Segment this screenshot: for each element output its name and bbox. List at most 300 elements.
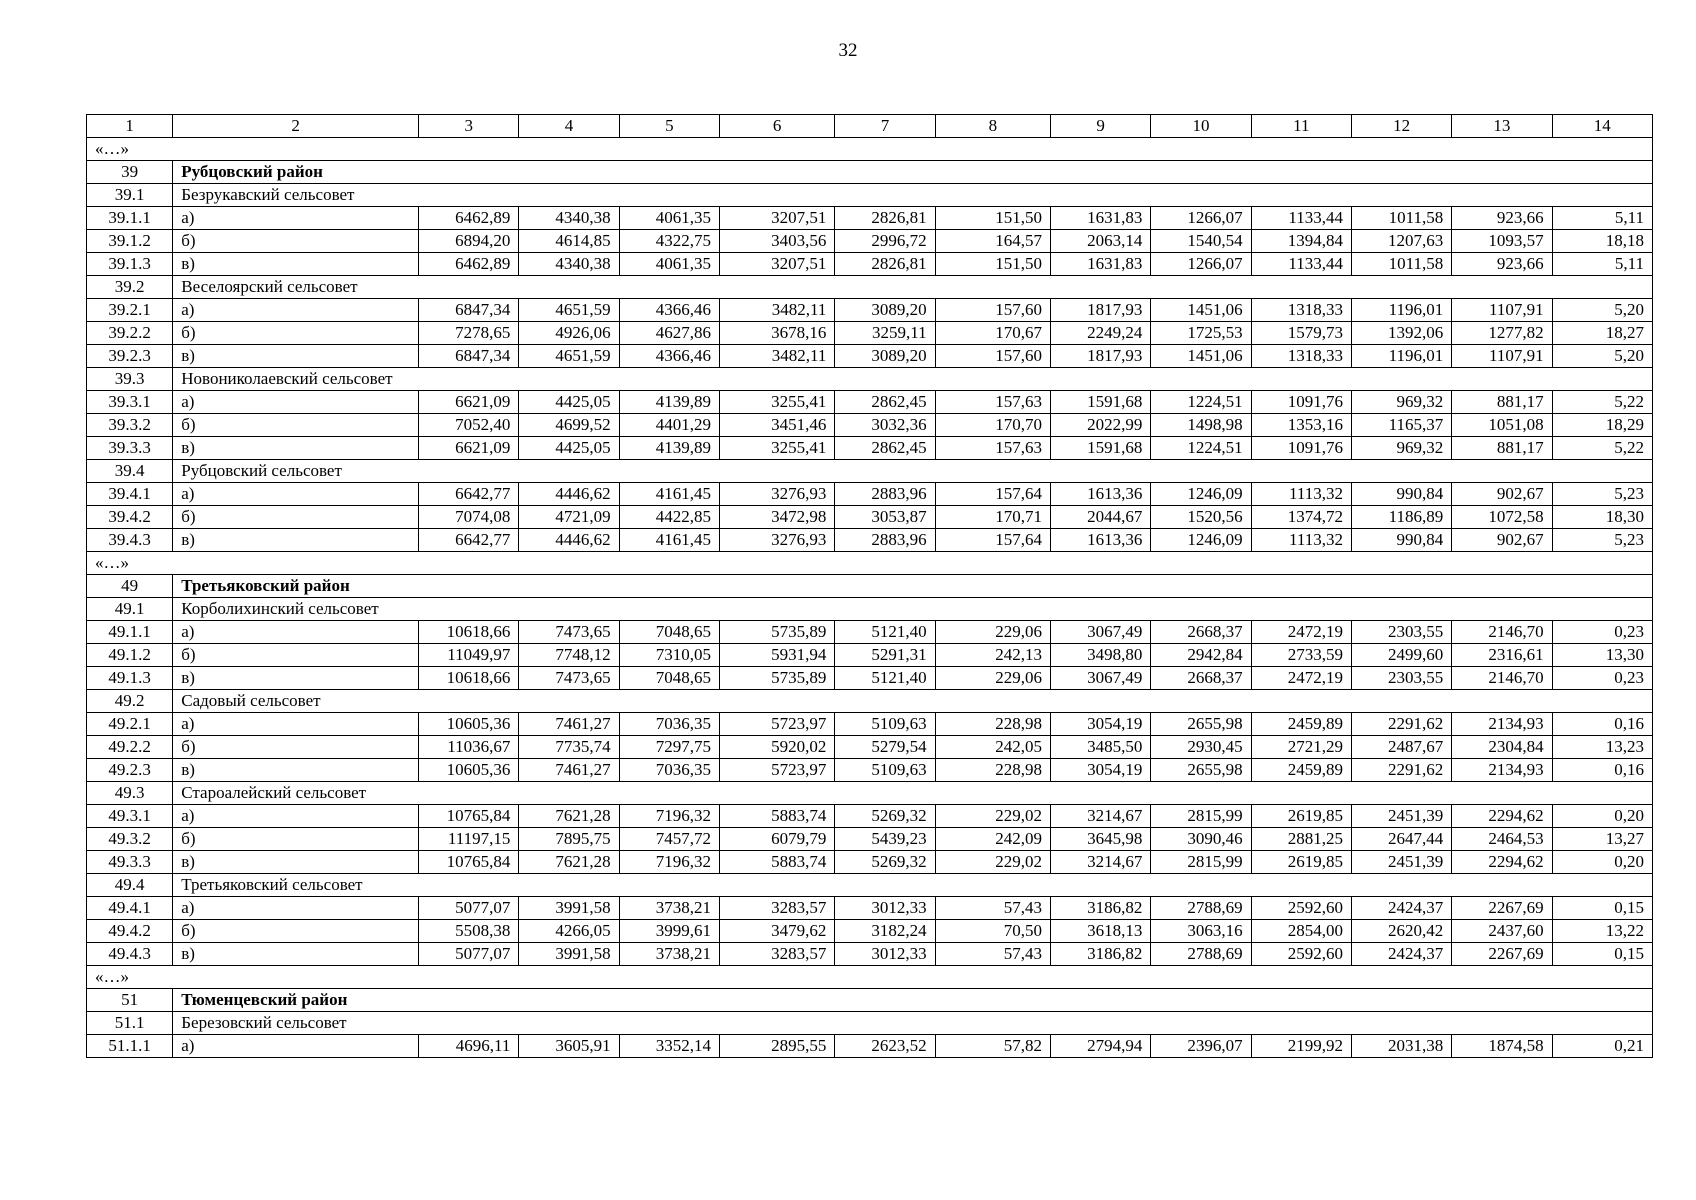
value-cell: 6847,34 — [419, 345, 519, 368]
row-index: 39.3.3 — [87, 437, 173, 460]
value-cell: 3012,33 — [835, 943, 935, 966]
value-cell: 1091,76 — [1251, 437, 1351, 460]
row-index: 49.2.2 — [87, 736, 173, 759]
value-cell: 0,16 — [1552, 713, 1652, 736]
value-cell: 6847,34 — [419, 299, 519, 322]
value-cell: 5883,74 — [719, 851, 834, 874]
value-cell: 5931,94 — [719, 644, 834, 667]
value-cell: 1817,93 — [1051, 299, 1151, 322]
table-row — [87, 943, 1653, 966]
value-cell: 4139,89 — [619, 391, 719, 414]
variant-label: в) — [173, 529, 419, 552]
value-cell: 7473,65 — [519, 667, 619, 690]
value-cell: 2487,67 — [1351, 736, 1451, 759]
value-cell: 2996,72 — [835, 230, 935, 253]
council-row — [87, 1012, 1653, 1035]
value-cell: 4926,06 — [519, 322, 619, 345]
value-cell: 0,20 — [1552, 851, 1652, 874]
value-cell: 3255,41 — [719, 391, 834, 414]
value-cell: 1113,32 — [1251, 483, 1351, 506]
value-cell: 5508,38 — [419, 920, 519, 943]
row-index: 39.3 — [87, 368, 173, 391]
value-cell: 5920,02 — [719, 736, 834, 759]
value-cell: 6621,09 — [419, 437, 519, 460]
value-cell: 990,84 — [1351, 529, 1451, 552]
value-cell: 5735,89 — [719, 667, 834, 690]
variant-label: а) — [173, 391, 419, 414]
value-cell: 7735,74 — [519, 736, 619, 759]
value-cell: 3186,82 — [1051, 943, 1151, 966]
value-cell: 1392,06 — [1351, 322, 1451, 345]
value-cell: 881,17 — [1452, 437, 1552, 460]
council-name: Березовский сельсовет — [173, 1012, 1653, 1035]
column-number: 10 — [1151, 115, 1251, 138]
value-cell: 2499,60 — [1351, 644, 1451, 667]
row-index: 39.4.3 — [87, 529, 173, 552]
value-cell: 1011,58 — [1351, 207, 1451, 230]
value-cell: 0,23 — [1552, 667, 1652, 690]
value-cell: 6642,77 — [419, 483, 519, 506]
value-cell: 1318,33 — [1251, 345, 1351, 368]
value-cell: 242,09 — [935, 828, 1050, 851]
value-cell: 3498,80 — [1051, 644, 1151, 667]
value-cell: 4651,59 — [519, 345, 619, 368]
value-cell: 18,30 — [1552, 506, 1652, 529]
value-cell: 5109,63 — [835, 759, 935, 782]
table-row — [87, 483, 1653, 506]
value-cell: 57,43 — [935, 897, 1050, 920]
value-cell: 3999,61 — [619, 920, 719, 943]
table-row — [87, 414, 1653, 437]
value-cell: 3352,14 — [619, 1035, 719, 1058]
value-cell: 18,27 — [1552, 322, 1652, 345]
district-name: Рубцовский район — [173, 161, 1653, 184]
council-name: Веселоярский сельсовет — [173, 276, 1653, 299]
value-cell: 2424,37 — [1351, 897, 1451, 920]
value-cell: 1353,16 — [1251, 414, 1351, 437]
value-cell: 7621,28 — [519, 851, 619, 874]
value-cell: 4340,38 — [519, 207, 619, 230]
value-cell: 2881,25 — [1251, 828, 1351, 851]
value-cell: 4366,46 — [619, 345, 719, 368]
value-cell: 3186,82 — [1051, 897, 1151, 920]
variant-label: в) — [173, 943, 419, 966]
value-cell: 1498,98 — [1151, 414, 1251, 437]
value-cell: 5723,97 — [719, 713, 834, 736]
value-cell: 1579,73 — [1251, 322, 1351, 345]
value-cell: 3605,91 — [519, 1035, 619, 1058]
value-cell: 1374,72 — [1251, 506, 1351, 529]
value-cell: 2022,99 — [1051, 414, 1151, 437]
value-cell: 7895,75 — [519, 828, 619, 851]
variant-label: б) — [173, 828, 419, 851]
omission-mark: «…» — [87, 552, 1653, 575]
value-cell: 3214,67 — [1051, 805, 1151, 828]
value-cell: 2862,45 — [835, 437, 935, 460]
table-row — [87, 391, 1653, 414]
value-cell: 2146,70 — [1452, 621, 1552, 644]
column-number: 12 — [1351, 115, 1451, 138]
value-cell: 6462,89 — [419, 253, 519, 276]
table-row — [87, 644, 1653, 667]
value-cell: 2788,69 — [1151, 943, 1251, 966]
row-index: 49.3 — [87, 782, 173, 805]
value-cell: 2459,89 — [1251, 713, 1351, 736]
value-cell: 18,18 — [1552, 230, 1652, 253]
value-cell: 2267,69 — [1452, 897, 1552, 920]
value-cell: 1186,89 — [1351, 506, 1451, 529]
value-cell: 0,20 — [1552, 805, 1652, 828]
value-cell: 3283,57 — [719, 943, 834, 966]
value-cell: 4161,45 — [619, 483, 719, 506]
value-cell: 1246,09 — [1151, 529, 1251, 552]
council-row — [87, 690, 1653, 713]
value-cell: 5,20 — [1552, 345, 1652, 368]
value-cell: 10605,36 — [419, 759, 519, 782]
value-cell: 1631,83 — [1051, 207, 1151, 230]
row-index: 39 — [87, 161, 173, 184]
value-cell: 4061,35 — [619, 207, 719, 230]
value-cell: 1207,63 — [1351, 230, 1451, 253]
column-number: 2 — [173, 115, 419, 138]
value-cell: 7036,35 — [619, 713, 719, 736]
value-cell: 3618,13 — [1051, 920, 1151, 943]
value-cell: 1133,44 — [1251, 207, 1351, 230]
district-name: Третьяковский район — [173, 575, 1653, 598]
value-cell: 1540,54 — [1151, 230, 1251, 253]
row-index: 49.3.3 — [87, 851, 173, 874]
value-cell: 4322,75 — [619, 230, 719, 253]
column-number: 9 — [1051, 115, 1151, 138]
value-cell: 7461,27 — [519, 713, 619, 736]
council-row — [87, 598, 1653, 621]
value-cell: 1113,32 — [1251, 529, 1351, 552]
table-row — [87, 621, 1653, 644]
value-cell: 1196,01 — [1351, 299, 1451, 322]
value-cell: 170,71 — [935, 506, 1050, 529]
value-cell: 1196,01 — [1351, 345, 1451, 368]
value-cell: 2895,55 — [719, 1035, 834, 1058]
council-name: Корболихинский сельсовет — [173, 598, 1653, 621]
value-cell: 3678,16 — [719, 322, 834, 345]
variant-label: б) — [173, 736, 419, 759]
value-cell: 151,50 — [935, 253, 1050, 276]
column-number: 8 — [935, 115, 1050, 138]
row-index: 49.4.2 — [87, 920, 173, 943]
value-cell: 3090,46 — [1151, 828, 1251, 851]
table-row — [87, 207, 1653, 230]
column-number: 6 — [719, 115, 834, 138]
value-cell: 5883,74 — [719, 805, 834, 828]
value-cell: 2451,39 — [1351, 805, 1451, 828]
value-cell: 10618,66 — [419, 667, 519, 690]
value-cell: 3645,98 — [1051, 828, 1151, 851]
value-cell: 242,13 — [935, 644, 1050, 667]
value-cell: 3738,21 — [619, 897, 719, 920]
value-cell: 0,15 — [1552, 897, 1652, 920]
value-cell: 5735,89 — [719, 621, 834, 644]
table-row — [87, 437, 1653, 460]
column-number: 1 — [87, 115, 173, 138]
value-cell: 2291,62 — [1351, 713, 1451, 736]
table-row — [87, 759, 1653, 782]
page-number: 32 — [838, 40, 858, 61]
value-cell: 1318,33 — [1251, 299, 1351, 322]
row-index: 39.3.1 — [87, 391, 173, 414]
value-cell: 1631,83 — [1051, 253, 1151, 276]
value-cell: 10765,84 — [419, 805, 519, 828]
value-cell: 5,11 — [1552, 207, 1652, 230]
row-index: 49.1.2 — [87, 644, 173, 667]
value-cell: 1224,51 — [1151, 391, 1251, 414]
row-index: 49.4.1 — [87, 897, 173, 920]
value-cell: 3012,33 — [835, 897, 935, 920]
value-cell: 3259,11 — [835, 322, 935, 345]
row-index: 51.1.1 — [87, 1035, 173, 1058]
value-cell: 3053,87 — [835, 506, 935, 529]
value-cell: 2592,60 — [1251, 897, 1351, 920]
value-cell: 7457,72 — [619, 828, 719, 851]
variant-label: а) — [173, 713, 419, 736]
value-cell: 2294,62 — [1452, 805, 1552, 828]
value-cell: 7036,35 — [619, 759, 719, 782]
value-cell: 2294,62 — [1452, 851, 1552, 874]
value-cell: 923,66 — [1452, 207, 1552, 230]
table-row — [87, 299, 1653, 322]
row-index: 39.1 — [87, 184, 173, 207]
council-row — [87, 874, 1653, 897]
value-cell: 2794,94 — [1051, 1035, 1151, 1058]
table-row — [87, 713, 1653, 736]
value-cell: 10618,66 — [419, 621, 519, 644]
value-cell: 3403,56 — [719, 230, 834, 253]
row-index: 49.1.1 — [87, 621, 173, 644]
council-name: Безрукавский сельсовет — [173, 184, 1653, 207]
variant-label: а) — [173, 621, 419, 644]
value-cell: 3214,67 — [1051, 851, 1151, 874]
value-cell: 2304,84 — [1452, 736, 1552, 759]
value-cell: 5109,63 — [835, 713, 935, 736]
value-cell: 2883,96 — [835, 483, 935, 506]
table-header-row — [87, 115, 1653, 138]
value-cell: 164,57 — [935, 230, 1050, 253]
value-cell: 2619,85 — [1251, 805, 1351, 828]
variant-label: б) — [173, 644, 419, 667]
value-cell: 5,23 — [1552, 483, 1652, 506]
district-name: Тюменцевский район — [173, 989, 1653, 1012]
value-cell: 4614,85 — [519, 230, 619, 253]
value-cell: 7048,65 — [619, 667, 719, 690]
value-cell: 10605,36 — [419, 713, 519, 736]
value-cell: 2316,61 — [1452, 644, 1552, 667]
value-cell: 7748,12 — [519, 644, 619, 667]
omission-row — [87, 966, 1653, 989]
row-index: 39.2.3 — [87, 345, 173, 368]
value-cell: 1591,68 — [1051, 437, 1151, 460]
variant-label: а) — [173, 805, 419, 828]
variant-label: б) — [173, 506, 419, 529]
value-cell: 1817,93 — [1051, 345, 1151, 368]
value-cell: 3054,19 — [1051, 713, 1151, 736]
value-cell: 4446,62 — [519, 529, 619, 552]
value-cell: 5279,54 — [835, 736, 935, 759]
value-cell: 5439,23 — [835, 828, 935, 851]
value-cell: 2472,19 — [1251, 621, 1351, 644]
value-cell: 4446,62 — [519, 483, 619, 506]
value-cell: 1011,58 — [1351, 253, 1451, 276]
value-cell: 3067,49 — [1051, 667, 1151, 690]
value-cell: 969,32 — [1351, 391, 1451, 414]
value-cell: 5,22 — [1552, 437, 1652, 460]
value-cell: 1725,53 — [1151, 322, 1251, 345]
value-cell: 57,82 — [935, 1035, 1050, 1058]
row-index: 49.4 — [87, 874, 173, 897]
value-cell: 2721,29 — [1251, 736, 1351, 759]
value-cell: 3032,36 — [835, 414, 935, 437]
council-name: Третьяковский сельсовет — [173, 874, 1653, 897]
value-cell: 228,98 — [935, 759, 1050, 782]
value-cell: 13,30 — [1552, 644, 1652, 667]
value-cell: 902,67 — [1452, 529, 1552, 552]
value-cell: 11036,67 — [419, 736, 519, 759]
value-cell: 3089,20 — [835, 299, 935, 322]
value-cell: 3482,11 — [719, 299, 834, 322]
value-cell: 2063,14 — [1051, 230, 1151, 253]
row-index: 39.2.2 — [87, 322, 173, 345]
value-cell: 2815,99 — [1151, 851, 1251, 874]
value-cell: 0,15 — [1552, 943, 1652, 966]
value-cell: 157,64 — [935, 483, 1050, 506]
value-cell: 1093,57 — [1452, 230, 1552, 253]
value-cell: 2733,59 — [1251, 644, 1351, 667]
value-cell: 2854,00 — [1251, 920, 1351, 943]
variant-label: в) — [173, 253, 419, 276]
value-cell: 5077,07 — [419, 897, 519, 920]
council-row — [87, 276, 1653, 299]
column-number: 4 — [519, 115, 619, 138]
council-name: Рубцовский сельсовет — [173, 460, 1653, 483]
value-cell: 228,98 — [935, 713, 1050, 736]
value-cell: 3089,20 — [835, 345, 935, 368]
value-cell: 3479,62 — [719, 920, 834, 943]
omission-mark: «…» — [87, 138, 1653, 161]
value-cell: 7196,32 — [619, 805, 719, 828]
value-cell: 3283,57 — [719, 897, 834, 920]
value-cell: 3063,16 — [1151, 920, 1251, 943]
tariff-table — [86, 114, 1653, 1058]
value-cell: 13,22 — [1552, 920, 1652, 943]
table-row — [87, 920, 1653, 943]
column-number: 3 — [419, 115, 519, 138]
value-cell: 7461,27 — [519, 759, 619, 782]
value-cell: 0,21 — [1552, 1035, 1652, 1058]
value-cell: 7074,08 — [419, 506, 519, 529]
value-cell: 1394,84 — [1251, 230, 1351, 253]
value-cell: 2815,99 — [1151, 805, 1251, 828]
value-cell: 5121,40 — [835, 621, 935, 644]
value-cell: 170,67 — [935, 322, 1050, 345]
value-cell: 4699,52 — [519, 414, 619, 437]
value-cell: 3054,19 — [1051, 759, 1151, 782]
variant-label: б) — [173, 920, 419, 943]
value-cell: 6079,79 — [719, 828, 834, 851]
value-cell: 0,16 — [1552, 759, 1652, 782]
district-row — [87, 575, 1653, 598]
value-cell: 18,29 — [1552, 414, 1652, 437]
value-cell: 3067,49 — [1051, 621, 1151, 644]
value-cell: 2303,55 — [1351, 667, 1451, 690]
row-index: 39.3.2 — [87, 414, 173, 437]
value-cell: 3485,50 — [1051, 736, 1151, 759]
value-cell: 2826,81 — [835, 253, 935, 276]
value-cell: 1072,58 — [1452, 506, 1552, 529]
value-cell: 2826,81 — [835, 207, 935, 230]
row-index: 49 — [87, 575, 173, 598]
row-index: 49.4.3 — [87, 943, 173, 966]
value-cell: 2267,69 — [1452, 943, 1552, 966]
district-row — [87, 989, 1653, 1012]
value-cell: 4422,85 — [619, 506, 719, 529]
value-cell: 1591,68 — [1051, 391, 1151, 414]
value-cell: 2655,98 — [1151, 759, 1251, 782]
variant-label: а) — [173, 483, 419, 506]
value-cell: 4696,11 — [419, 1035, 519, 1058]
value-cell: 6621,09 — [419, 391, 519, 414]
value-cell: 57,43 — [935, 943, 1050, 966]
value-cell: 3276,93 — [719, 483, 834, 506]
variant-label: в) — [173, 345, 419, 368]
column-number: 13 — [1452, 115, 1552, 138]
council-name: Староалейский сельсовет — [173, 782, 1653, 805]
value-cell: 4425,05 — [519, 391, 619, 414]
value-cell: 2134,93 — [1452, 759, 1552, 782]
value-cell: 2620,42 — [1351, 920, 1451, 943]
row-index: 39.2.1 — [87, 299, 173, 322]
value-cell: 7621,28 — [519, 805, 619, 828]
row-index: 39.4 — [87, 460, 173, 483]
table-row — [87, 529, 1653, 552]
value-cell: 1266,07 — [1151, 207, 1251, 230]
value-cell: 7278,65 — [419, 322, 519, 345]
value-cell: 2044,67 — [1051, 506, 1151, 529]
value-cell: 13,27 — [1552, 828, 1652, 851]
row-index: 51.1 — [87, 1012, 173, 1035]
value-cell: 1266,07 — [1151, 253, 1251, 276]
value-cell: 242,05 — [935, 736, 1050, 759]
value-cell: 2451,39 — [1351, 851, 1451, 874]
table-row — [87, 805, 1653, 828]
value-cell: 11197,15 — [419, 828, 519, 851]
value-cell: 1277,82 — [1452, 322, 1552, 345]
value-cell: 6462,89 — [419, 207, 519, 230]
variant-label: в) — [173, 667, 419, 690]
table-row — [87, 828, 1653, 851]
variant-label: в) — [173, 759, 419, 782]
row-index: 51 — [87, 989, 173, 1012]
value-cell: 923,66 — [1452, 253, 1552, 276]
value-cell: 229,02 — [935, 851, 1050, 874]
value-cell: 3207,51 — [719, 253, 834, 276]
council-row — [87, 184, 1653, 207]
value-cell: 229,06 — [935, 667, 1050, 690]
value-cell: 7052,40 — [419, 414, 519, 437]
value-cell: 2424,37 — [1351, 943, 1451, 966]
value-cell: 4627,86 — [619, 322, 719, 345]
value-cell: 3276,93 — [719, 529, 834, 552]
value-cell: 2942,84 — [1151, 644, 1251, 667]
value-cell: 7048,65 — [619, 621, 719, 644]
value-cell: 3451,46 — [719, 414, 834, 437]
